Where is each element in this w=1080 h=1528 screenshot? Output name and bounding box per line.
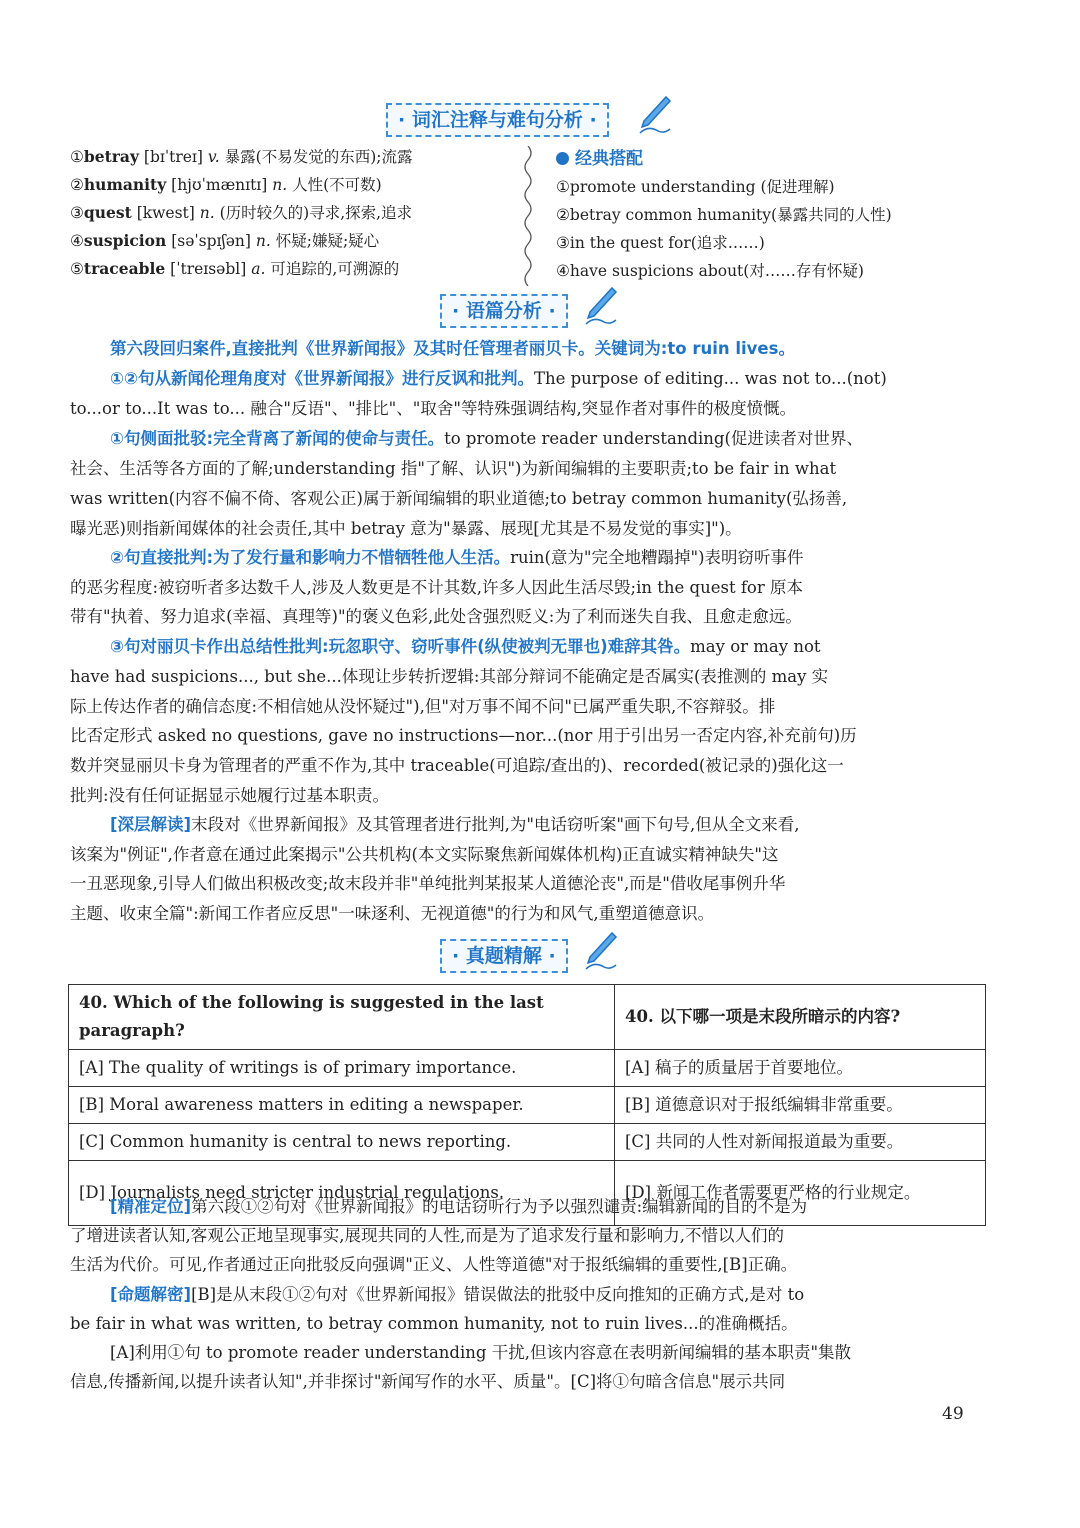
section-title-discourse	[0, 294, 1080, 328]
discourse-line: was written(内容不偏不倚、客观公正)属于新闻编辑的职业道德;to betray common humanity(弘扬善,	[70, 489, 848, 508]
discourse-line: 的恶劣程度:被窃听者多达数千人,涉及人数更是不计其数,许多人因此生活尽毁;in the quest for 原本	[70, 578, 803, 597]
analysis-line: be fair in what was written, to betray common humanity, not to ruin lives...的准确概括。	[70, 1314, 798, 1333]
question-table	[68, 984, 986, 1226]
vocab-item-5: ⑤traceable [ˈtreɪsəbl] a. 可追踪的,可溯源的	[70, 259, 400, 278]
pen-icon	[582, 931, 618, 973]
discourse-line: ①句侧面批驳:完全背离了新闻的使命与责任。to promote reader understanding(促进读者对世界、	[110, 429, 863, 448]
wavy-divider	[520, 146, 536, 286]
discourse-lead: 第六段回归案件,直接批判《世界新闻报》及其时任管理者丽贝卡。关键词为:to ruin lives。	[110, 339, 795, 358]
table-row	[69, 1087, 986, 1124]
discourse-line: 社会、生活等各方面的了解;understanding 指"了解、认识")为新闻编辑的主要职责;to be fair in what	[70, 459, 837, 478]
table-row	[69, 1124, 986, 1161]
discourse-line: 主题、收束全篇":新闻工作者应反思"一味逐利、无视道德"的行为和风气,重塑道德意识。	[70, 904, 715, 923]
discourse-line: 际上传达作者的确信态度:不相信她从没怀疑过"),但"对万事不闻不问"已属严重失职,不容辩驳。排	[70, 697, 776, 716]
discourse-line: 一丑恶现象,引导人们做出积极改变;故末段并非"单纯批判某报某人道德沦丧",而是"借收尾事例升华	[70, 874, 786, 893]
section-title-vocab-text: · 词汇注释与难句分析 ·	[386, 103, 609, 137]
discourse-line: to...or to...It was to... 融合"反语"、"排比"、"取舍"等特殊强调结构,突显作者对事件的极度愤慨。	[70, 399, 797, 418]
discourse-line: ②句直接批判:为了发行量和影响力不惜牺牲他人生活。ruin(意为"完全地糟蹋掉")表明窃听事件	[110, 548, 804, 567]
discourse-line: ③句对丽贝卡作出总结性批判:玩忽职守、窃听事件(纵使被判无罪也)难辞其咎。may or may not	[110, 637, 821, 656]
option-en: [C] Common humanity is central to news reporting.	[69, 1124, 615, 1161]
discourse-line: ①②句从新闻伦理角度对《世界新闻报》进行反讽和批判。The purpose of editing... was not to...(not)	[110, 369, 887, 388]
vocab-item-3: ③quest [kwest] n. (历时较久的)寻求,探索,追求	[70, 203, 413, 222]
table-row	[69, 985, 986, 1050]
option-en: [D] Journalists need stricter industrial regulations.	[69, 1161, 615, 1226]
table-row	[69, 1050, 986, 1087]
analysis-line: [A]利用①句 to promote reader understanding 干扰,但该内容意在表明新闻编辑的基本职责"集散	[110, 1343, 852, 1362]
collocation-item: ①promote understanding (促进理解)	[556, 178, 835, 196]
discourse-line: 该案为"例证",作者意在通过此案揭示"公共机构(本文实际聚焦新闻媒体机构)正直诚实精神缺失"这	[70, 845, 779, 864]
analysis-line: [命题解密][B]是从末段①②句对《世界新闻报》错误做法的批驳中反向推知的正确方式,是对 to	[110, 1285, 805, 1304]
pen-icon	[636, 95, 672, 137]
analysis-line: 信息,传播新闻,以提升读者认知",并非探讨"新闻写作的水平、质量"。[C]将①句暗含信息"展示共同	[70, 1372, 786, 1391]
pen-icon	[582, 286, 618, 328]
analysis-line: 了增进读者认知,客观公正地呈现事实,展现共同的人性,而是为了追求发行量和影响力,不惜以人们的	[70, 1226, 784, 1245]
option-zh: [C] 共同的人性对新闻报道最为重要。	[615, 1124, 986, 1161]
question-en: 40. Which of the following is suggested in the last paragraph?	[69, 985, 615, 1050]
vocab-item-2: ②humanity [hjʊˈmænɪtɪ] n. 人性(不可数)	[70, 175, 382, 194]
discourse-line: have had suspicions..., but she...体现让步转折逻辑:其部分辩词不能确定是否属实(表推测的 may 实	[70, 667, 829, 686]
option-en: [A] The quality of writings is of primary importance.	[69, 1050, 615, 1087]
page-number: 49	[942, 1404, 964, 1424]
option-en: [B] Moral awareness matters in editing a newspaper.	[69, 1087, 615, 1124]
analysis-line: 生活为代价。可见,作者通过正向批驳反向强调"正义、人性等道德"对于报纸编辑的重要性,[B]正确。	[70, 1255, 798, 1274]
vocab-item-4: ④suspicion [səˈspɪʃən] n. 怀疑;嫌疑;疑心	[70, 231, 380, 250]
discourse-line: 带有"执着、努力追求(幸福、真理等)"的褒义色彩,此处含强烈贬义:为了利而迷失自我、且愈走愈远。	[70, 607, 802, 626]
question-zh: 40. 以下哪一项是末段所暗示的内容?	[615, 985, 986, 1050]
discourse-line: [深层解读]末段对《世界新闻报》及其管理者进行批判,为"电话窃听案"画下句号,但从全文来看,	[110, 815, 800, 834]
discourse-line: 曝光恶)则指新闻媒体的社会责任,其中 betray 意为"暴露、展现[尤其是不易发觉的事实]")。	[70, 519, 742, 538]
bullet-dot-icon	[556, 152, 569, 165]
collocation-item: ④have suspicions about(对……存有怀疑)	[556, 262, 864, 280]
discourse-line: 数并突显丽贝卡身为管理者的严重不作为,其中 traceable(可追踪/查出的)、recorded(被记录的)强化这一	[70, 756, 844, 775]
discourse-line: 批判:没有任何证据显示她履行过基本职责。	[70, 786, 390, 805]
option-zh: [A] 稿子的质量居于首要地位。	[615, 1050, 986, 1087]
collocation-header: 经典搭配	[556, 146, 643, 172]
option-zh: [B] 道德意识对于报纸编辑非常重要。	[615, 1087, 986, 1124]
collocation-item: ③in the quest for(追求……)	[556, 234, 765, 252]
section-title-question-text: · 真题精解 ·	[440, 939, 568, 973]
section-title-discourse-text: · 语篇分析 ·	[440, 294, 568, 328]
discourse-line: 比否定形式 asked no questions, gave no instructions—nor...(nor 用于引出另一否定内容,补充前句)历	[70, 726, 857, 745]
section-title-vocab	[0, 103, 1080, 137]
section-title-question	[0, 939, 1080, 973]
analysis-line: [精准定位]第六段①②句对《世界新闻报》的电话窃听行为予以强烈谴责:编辑新闻的目的不是为	[110, 1197, 808, 1216]
collocation-item: ②betray common humanity(暴露共同的人性)	[556, 206, 892, 224]
option-zh: [D] 新闻工作者需要更严格的行业规定。	[615, 1161, 986, 1226]
vocab-item-1: ①betray [bɪˈtreɪ] v. 暴露(不易发觉的东西);流露	[70, 147, 413, 166]
